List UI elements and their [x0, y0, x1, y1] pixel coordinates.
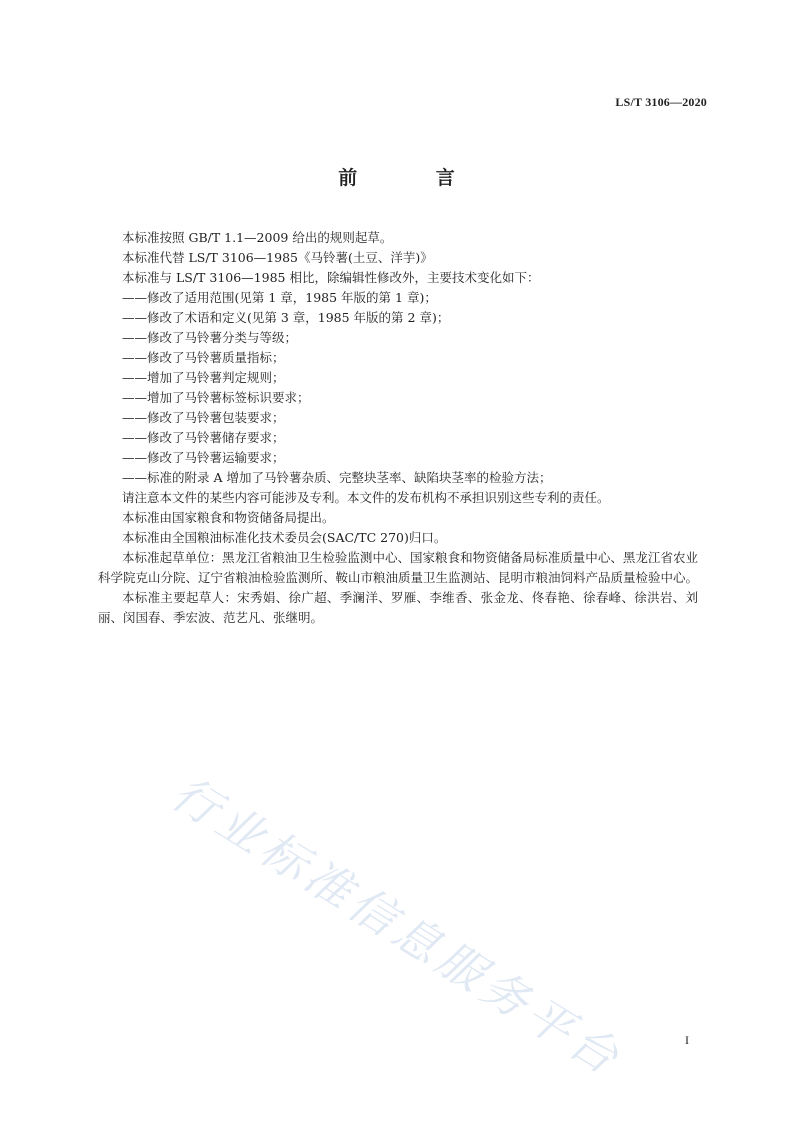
- paragraph: 本标准由国家粮食和物资储备局提出。: [122, 510, 335, 525]
- paragraph: 本标准按照 GB/T 1.1—2009 给出的规则起草。: [122, 230, 393, 245]
- list-item: ——修改了马铃薯运输要求；: [122, 450, 285, 465]
- foreword-body: [98, 228, 698, 628]
- paragraph: 本标准代替 LS/T 3106—1985《马铃薯(土豆、洋芋)》: [122, 250, 433, 265]
- list-item: ——标准的附录 A 增加了马铃薯杂质、完整块茎率、缺陷块茎率的检验方法；: [122, 470, 552, 485]
- page-title: 前 言: [338, 167, 491, 189]
- paragraph: 本标准起草单位：黑龙江省粮油卫生检验监测中心、国家粮食和物资储备局标准质量中心、黑龙江省农业科学院克山分院、辽宁省粮油检验监测所、鞍山市粮油质量卫生监测站、昆明市粮油饲料产品质量检验中心。: [98, 550, 699, 585]
- list-item: ——增加了马铃薯判定规则；: [122, 370, 285, 385]
- watermark: 行业标准信息服务平台: [162, 765, 633, 1087]
- paragraph: 请注意本文件的某些内容可能涉及专利。本文件的发布机构不承担识别这些专利的责任。: [122, 490, 610, 505]
- list-item: ——修改了适用范围(见第 1 章，1985 年版的第 1 章)；: [122, 290, 437, 305]
- list-item: ——修改了马铃薯储存要求；: [122, 430, 285, 445]
- list-item: ——修改了马铃薯包装要求；: [122, 410, 285, 425]
- list-item: ——修改了马铃薯质量指标；: [122, 350, 285, 365]
- paragraph: 本标准与 LS/T 3106—1985 相比，除编辑性修改外，主要技术变化如下：: [122, 270, 540, 285]
- standard-code: LS/T 3106—2020: [615, 95, 707, 109]
- list-item: ——增加了马铃薯标签标识要求；: [122, 390, 310, 405]
- list-item: ——修改了术语和定义(见第 3 章，1985 年版的第 2 章)；: [122, 310, 450, 325]
- paragraph: 本标准由全国粮油标准化技术委员会(SAC/TC 270)归口。: [122, 530, 447, 545]
- page-number: I: [685, 1033, 689, 1047]
- list-item: ——修改了马铃薯分类与等级；: [122, 330, 298, 345]
- paragraph: 本标准主要起草人：宋秀娟、徐广超、季澜洋、罗雁、李维香、张金龙、佟春艳、徐春峰、徐洪岩、刘丽、闵国春、季宏波、范艺凡、张继明。: [98, 590, 698, 625]
